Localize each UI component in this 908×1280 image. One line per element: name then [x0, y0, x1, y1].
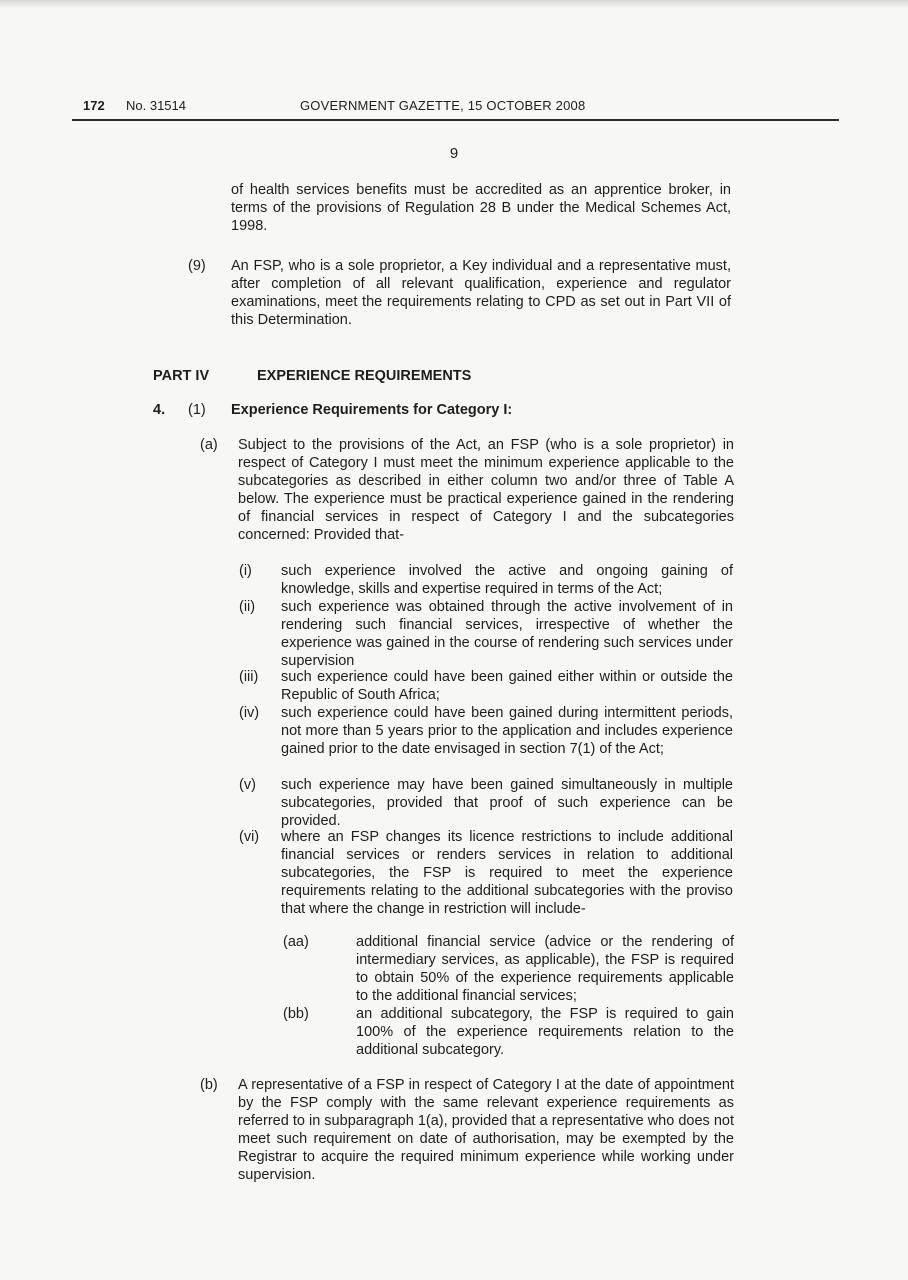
proviso-label: (ii)	[239, 599, 256, 615]
proviso-label: (iv)	[239, 705, 260, 721]
proviso-label: (iii)	[239, 669, 259, 685]
item-9-text: An FSP, who is a sole proprietor, a Key individual and a representative must, after completion of all relevant qualification, experience and regulator examinations, meet the requirements relating to CPD as set out in Part VII of this Determination.	[231, 258, 731, 328]
gazette-page-number: 172	[83, 98, 105, 113]
para-b-text: A representative of a FSP in respect of Category I at the date of appointment by the FSP comply with the same relevant experience requirements as referred to in subparagraph 1(a), provided that a representative who does not meet such requirement on date of authorisation, may be exempted by the Registrar to acquire the required minimum experience while working under supervision.	[238, 1077, 734, 1183]
proviso-label: (vi)	[239, 829, 260, 845]
proviso-text: such experience involved the active and ongoing gaining of knowledge, skills and expertise required in terms of the Act;	[281, 563, 733, 597]
section-number: 4.	[153, 402, 166, 418]
subitem-text: additional financial service (advice or the rendering of intermediary services, as applicable), the FSP is required to obtain 50% of the experience requirements applicable to the additional financial services;	[356, 934, 734, 1004]
document-page-number: 9	[449, 145, 459, 162]
proviso-text: such experience could have been gained either within or outside the Republic of South Africa;	[281, 669, 733, 703]
section-heading: Experience Requirements for Category I:	[231, 402, 513, 418]
part-title: EXPERIENCE REQUIREMENTS	[257, 368, 472, 384]
proviso-text: such experience was obtained through the active involvement of in rendering such financial services, irrespective of whether the experience was gained in the course of rendering such services under supervision	[281, 599, 733, 669]
header-rule	[72, 119, 839, 121]
scan-top-shadow	[0, 0, 908, 8]
gazette-title: GOVERNMENT GAZETTE, 15 OCTOBER 2008	[300, 98, 586, 113]
para-a-label: (a)	[200, 437, 218, 453]
part-label: PART IV	[153, 368, 210, 384]
running-header	[83, 98, 838, 118]
para-a-text: Subject to the provisions of the Act, an FSP (who is a sole proprietor) in respect of Category I must meet the minimum experience applicable to the subcategories as described in either column two and/or three of Table A below. The experience must be practical experience gained in the rendering of financial services in respect of Category I and the subcategories concerned: Provided that-	[238, 437, 734, 543]
gazette-issue-number: No. 31514	[126, 98, 186, 113]
subitem-label: (bb)	[283, 1006, 309, 1022]
continuation-paragraph: of health services benefits must be accredited as an apprentice broker, in terms of the provisions of Regulation 28 B under the Medical Schemes Act, 1998.	[231, 182, 731, 234]
proviso-text: where an FSP changes its licence restrictions to include additional financial services or renders services in relation to additional subcategories, the FSP is required to meet the experience requirements relating to the additional subcategories with the proviso that where the change in restriction will include-	[281, 829, 733, 917]
subitem-text: an additional subcategory, the FSP is required to gain 100% of the experience requirements relation to the additional subcategory.	[356, 1006, 734, 1058]
proviso-label: (v)	[239, 777, 256, 793]
item-9-label: (9)	[188, 258, 206, 274]
subitem-label: (aa)	[283, 934, 309, 950]
proviso-text: such experience could have been gained during intermittent periods, not more than 5 years prior to the application and includes experience gained prior to the date envisaged in section 7(1) of the Act;	[281, 705, 733, 757]
section-sub-number: (1)	[188, 402, 206, 418]
para-b-label: (b)	[200, 1077, 218, 1093]
proviso-text: such experience may have been gained simultaneously in multiple subcategories, provided that proof of such experience can be provided.	[281, 777, 733, 829]
proviso-label: (i)	[239, 563, 252, 579]
